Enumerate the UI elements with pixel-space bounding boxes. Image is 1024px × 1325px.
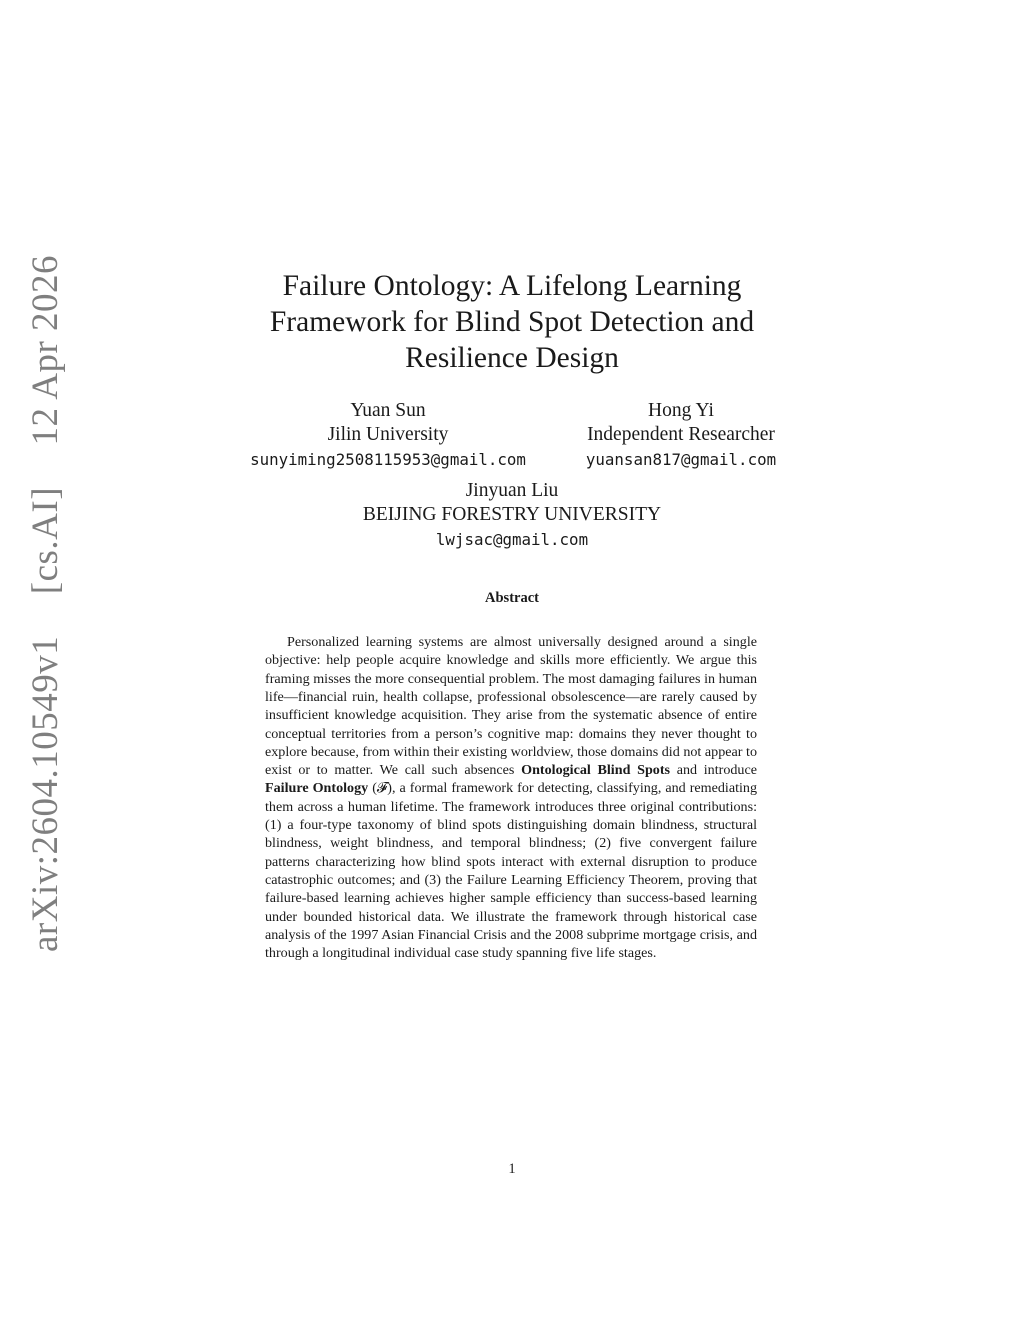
author-block-2 [570,399,792,473]
author-name: Jinyuan Liu [465,480,559,501]
title-line-1: Failure Ontology: A Lifelong Learning [282,270,742,302]
term-ontological-blind-spots: Ontological Blind Spots [521,762,671,779]
abstract-text: and introduce [670,762,757,779]
abstract-text: Personalized learning systems are almost universally designed around a single objective: help people acquire knowledge and skills more efficiently. We argue this framing misses the more consequential problem. The most damaging failures in human life—financial ruin, health collapse, professional obsolescence—are rarely caused by insufficient knowledge acquisition. They arise from the systematic absence of entire conceptual territories from a person’s cognitive map: domains they never thought to explore because, from within their existing worldview, those domains did not appear to exist or to matter. We call such absences [265,634,757,779]
arxiv-identifier-stamp [24,0,104,952]
author-name: Yuan Sun [350,400,426,421]
abstract-text: , a formal framework for detecting, classifying, and remediating them across a human lifetime. The framework introduces three original contributions: (1) a four-type taxonomy of blind spots distinguishing domain blindness, structural blindness, weight blindness, and temporal blindness; (2) five convergent failure patterns characterizing how blind spots interact with external disruption to produce catastrophic outcomes; and (3) the Failure Learning Efficiency Theorem, proving that failure-based learning achieves higher sample efficiency than success-based learning under bounded historical data. We illustrate the framework through historical case analysis of the 1997 Asian Financial Crisis and the 2008 subprime mortgage crisis, and through a longitudinal individual case study spanning five life stages. [265,780,758,962]
author-block-1 [237,399,539,473]
abstract-heading: Abstract [485,590,539,606]
author-email[interactable]: sunyiming2508115953@gmail.com [250,450,526,469]
term-failure-ontology: Failure Ontology [265,780,369,797]
title-line-2: Framework for Blind Spot Detection and [269,306,755,338]
author-block-3 [312,479,712,553]
paper-title [200,268,824,376]
arxiv-date: 12 Apr 2026 [25,254,66,446]
arxiv-category: [cs.AI] [25,486,66,595]
abstract-body [265,633,757,962]
page-number: 1 [508,1161,516,1177]
author-email[interactable]: yuansan817@gmail.com [585,450,777,469]
arxiv-id: arXiv:2604.10549v1 [25,635,66,952]
author-affiliation: Independent Researcher [587,424,775,445]
author-name: Hong Yi [648,400,714,421]
author-affiliation: BEIJING FORESTRY UNIVERSITY [362,504,662,525]
author-email[interactable]: lwjsac@gmail.com [435,530,589,549]
author-affiliation: Jilin University [327,424,449,445]
title-line-3: Resilience Design [405,342,619,374]
failure-ontology-symbol: (𝓕) [368,780,392,797]
